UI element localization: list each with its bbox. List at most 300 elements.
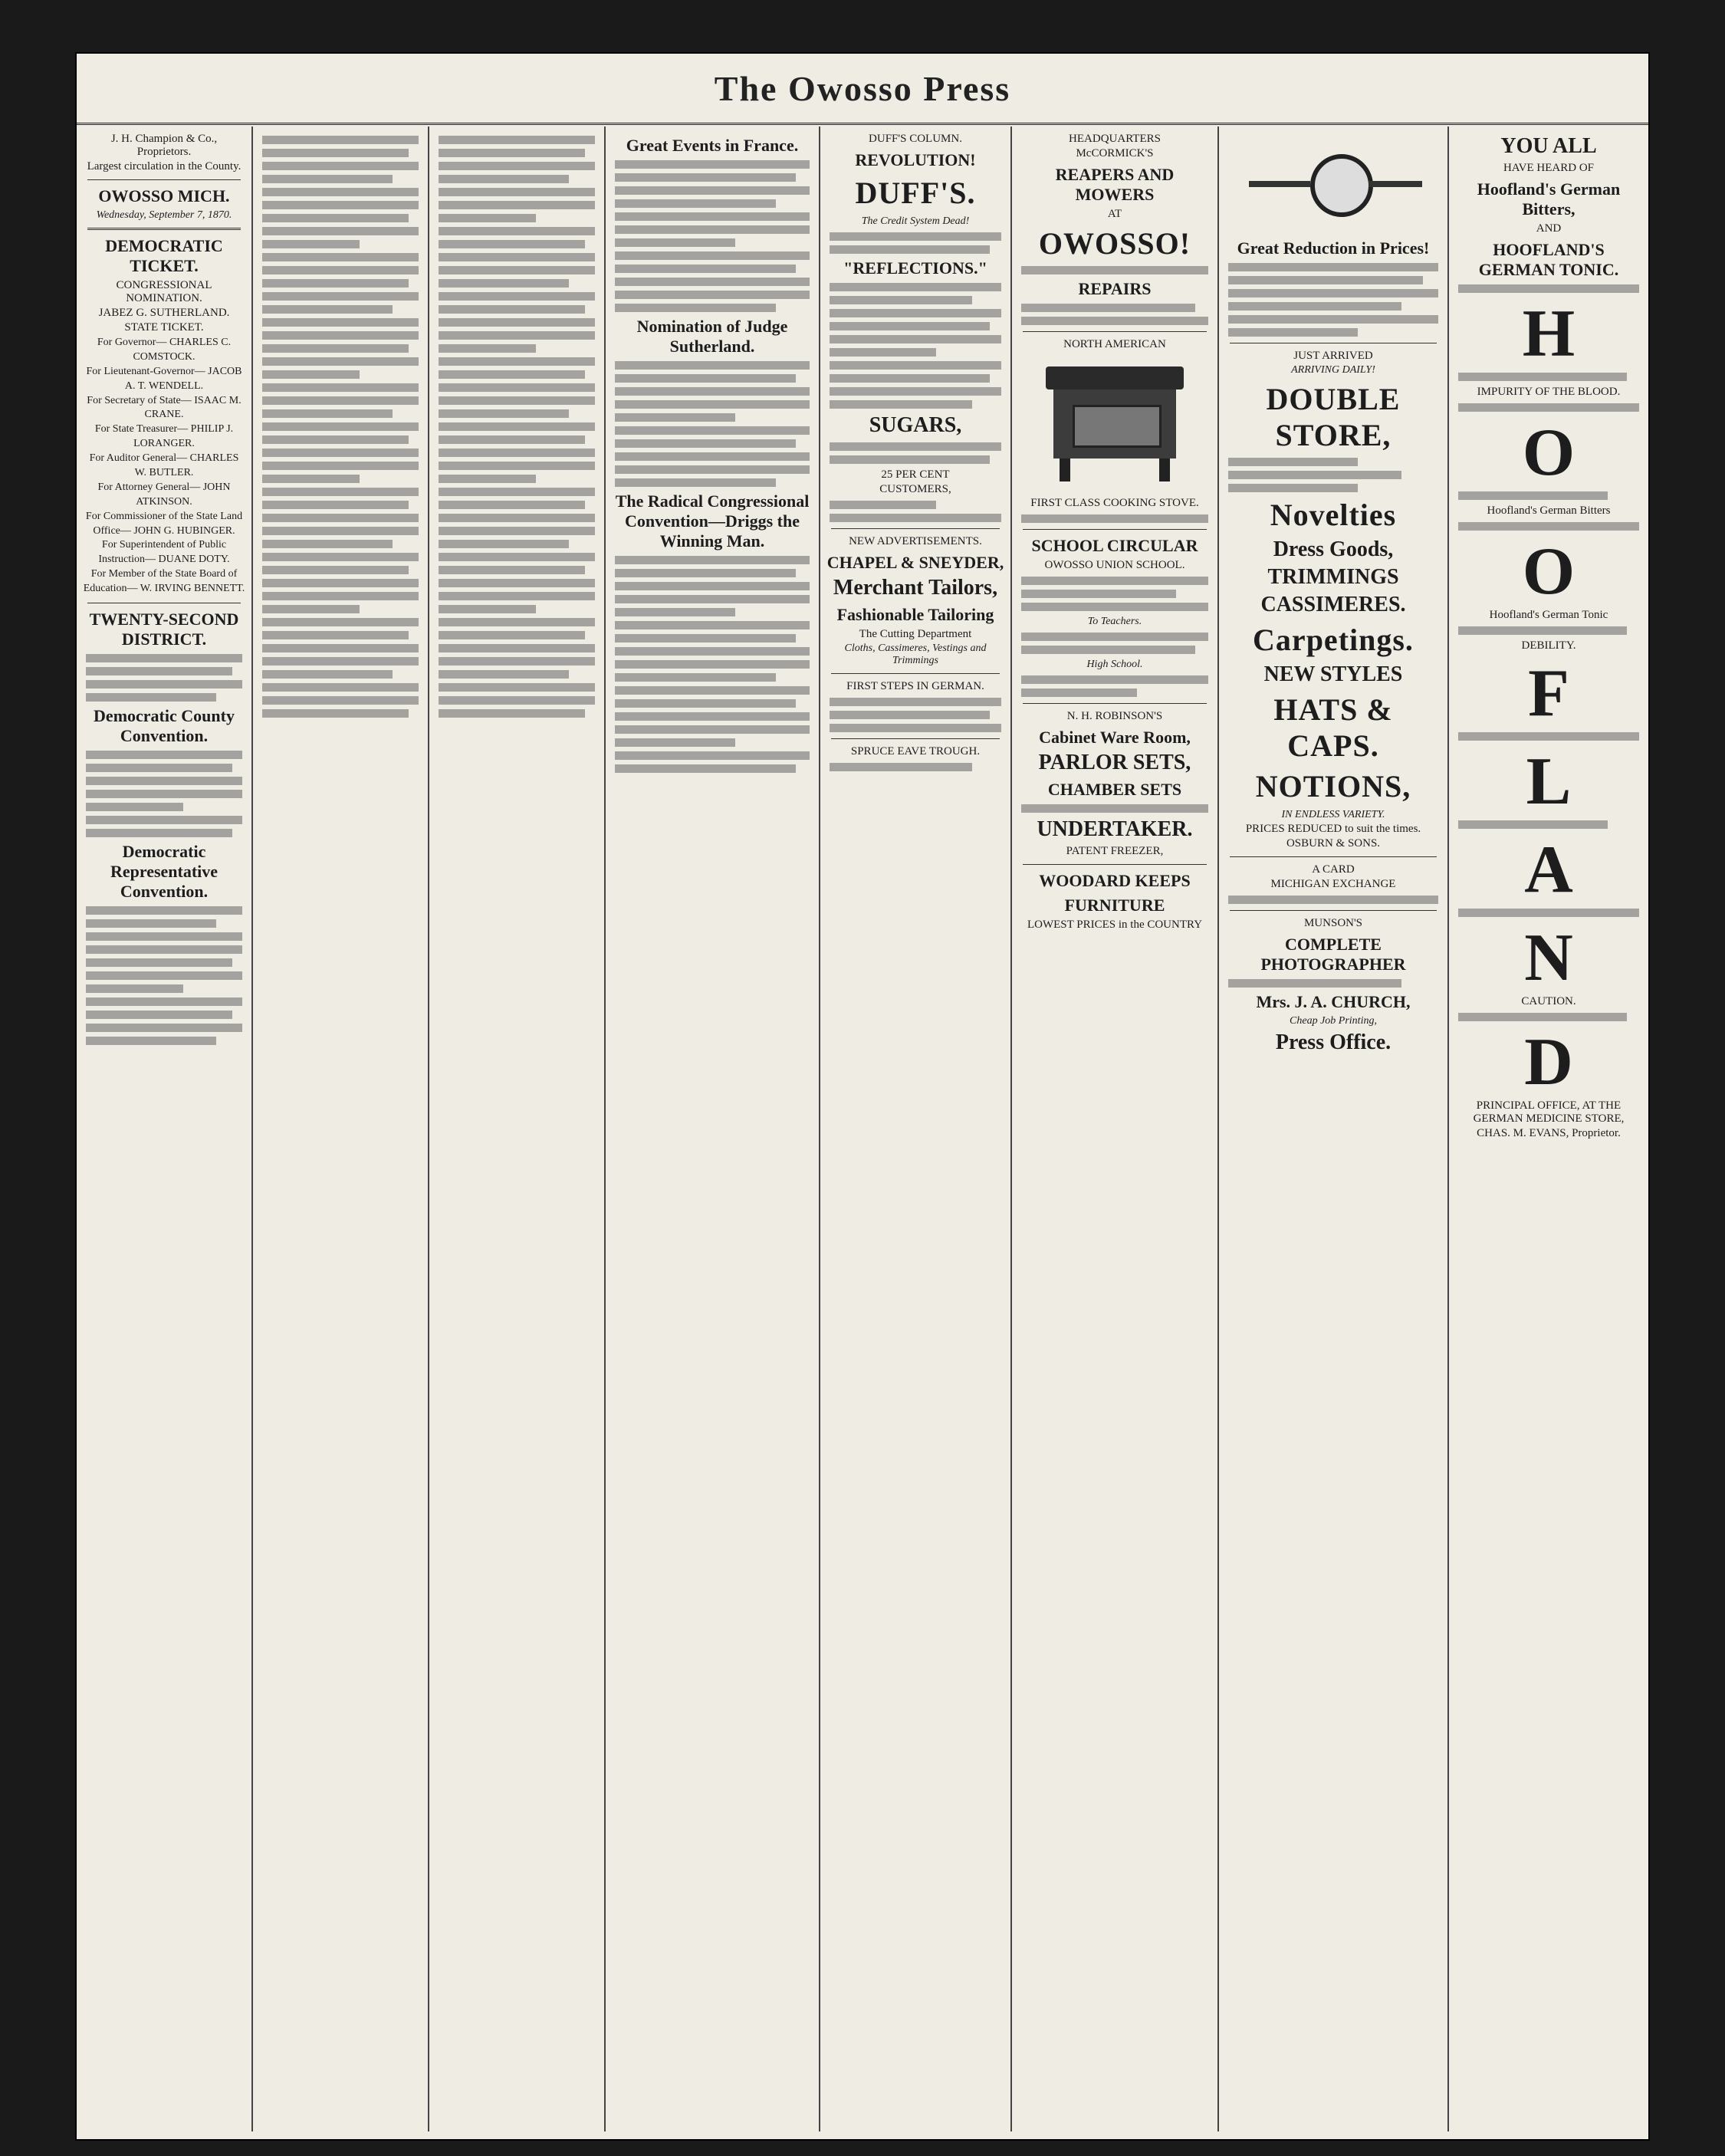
divider: [87, 228, 241, 230]
text-line: [86, 1037, 216, 1045]
text-line: [439, 618, 595, 626]
column-2: [253, 127, 429, 2131]
publishers: J. H. Champion & Co., Proprietors.: [110, 133, 218, 158]
text-line: [439, 527, 595, 535]
text-line: [615, 291, 810, 299]
text-line: [86, 803, 183, 811]
text-line: [439, 279, 569, 288]
prices-reduced: PRICES REDUCED to suit the times.: [1245, 823, 1421, 835]
watch-dial: [1310, 154, 1373, 217]
text-line: [830, 387, 1001, 396]
cabinet-ware: Cabinet Ware Room,: [1039, 728, 1191, 747]
nominee: For Lieutenant-Governor— JACOB A. T. WENDELL.: [86, 365, 242, 392]
text-line: [830, 245, 990, 254]
text-line: [1021, 646, 1195, 654]
patent-freezer: PATENT FREEZER,: [1066, 845, 1164, 857]
caution: CAUTION.: [1521, 995, 1576, 1007]
nominee: For Secretary of State— ISAAC M. CRANE.: [87, 394, 242, 421]
first-steps: FIRST STEPS IN GERMAN.: [846, 680, 984, 692]
text-line: [262, 279, 409, 288]
a-card: A CARD: [1312, 863, 1355, 876]
text-line: [262, 696, 419, 705]
text-line: [262, 618, 419, 626]
nominee: For Governor— CHARLES C. COMSTOCK.: [97, 337, 232, 363]
text-line: [262, 422, 419, 431]
trimmings: TRIMMINGS: [1267, 565, 1399, 589]
text-line: [1021, 804, 1208, 813]
credit-dead: The Credit System Dead!: [861, 215, 970, 227]
text-line: [1228, 289, 1438, 297]
text-line: [86, 829, 232, 837]
text-line: [262, 201, 419, 209]
text-line: [262, 357, 419, 366]
text-line: [439, 344, 536, 353]
text-line: [615, 387, 810, 396]
senatorial-heading: TWENTY-SECOND DISTRICT.: [89, 610, 239, 649]
divider: [1023, 529, 1207, 530]
text-line: [615, 173, 796, 182]
union-school: OWOSSO UNION SCHOOL.: [1044, 559, 1185, 571]
divider: [1023, 703, 1207, 704]
column-5: [820, 127, 1012, 2131]
date: Wednesday, September 7, 1870.: [96, 209, 232, 221]
text-line: [1228, 328, 1358, 337]
text-line: [615, 251, 810, 260]
text-line: [615, 595, 810, 603]
divider: [1230, 910, 1437, 911]
big-letter: F: [1528, 656, 1569, 731]
county-convention-heading: Democratic County Convention.: [94, 706, 235, 746]
text-line: [830, 335, 1001, 343]
nominee: For State Treasurer— PHILIP J. LORANGER.: [94, 423, 234, 450]
arriving-daily: ARRIVING DAILY!: [1291, 364, 1375, 376]
text-line: [615, 738, 735, 747]
text-line: [262, 540, 393, 548]
blood: IMPURITY OF THE BLOOD.: [1477, 386, 1621, 398]
text-line: [86, 1024, 242, 1032]
new-ads: NEW ADVERTISEMENTS.: [849, 535, 982, 547]
at-label: AT: [1107, 208, 1122, 220]
text-line: [830, 232, 1001, 241]
text-line: [262, 240, 360, 248]
text-line: [439, 540, 569, 548]
fashionable-tailoring: Fashionable Tailoring: [836, 605, 994, 624]
divider: [831, 528, 1000, 529]
text-line: [262, 579, 419, 587]
text-line: [439, 214, 536, 222]
text-line: [615, 582, 810, 590]
text-line: [262, 188, 419, 196]
watch-illustration: [1241, 139, 1425, 231]
press-office: Press Office.: [1275, 1030, 1392, 1054]
text-line: [830, 698, 1001, 706]
chamber-sets: CHAMBER SETS: [1047, 780, 1182, 799]
north-american: NORTH AMERICAN: [1063, 338, 1166, 350]
text-line: [439, 657, 595, 666]
text-line: [86, 816, 242, 824]
text-line: [439, 449, 595, 457]
circulation: Largest circulation in the County.: [87, 160, 242, 173]
text-line: [262, 292, 419, 301]
big-letter: O: [1522, 534, 1576, 609]
text-line: [615, 304, 776, 312]
text-line: [615, 238, 735, 247]
text-line: [1228, 896, 1438, 904]
text-line: [615, 374, 796, 383]
text-line: [262, 709, 409, 718]
text-line: [86, 693, 216, 702]
merchant-tailors: Merchant Tailors,: [833, 576, 998, 600]
text-line: [439, 357, 595, 366]
state-ticket: STATE TICKET.: [124, 321, 204, 334]
debility: DEBILITY.: [1521, 639, 1576, 652]
text-line: [615, 764, 796, 773]
congressional-name: JABEZ G. SUTHERLAND.: [98, 307, 230, 319]
text-line: [615, 265, 796, 273]
text-line: [86, 654, 242, 662]
divider: [87, 179, 241, 180]
text-line: [615, 465, 810, 474]
text-line: [1021, 689, 1137, 697]
text-line: [439, 188, 595, 196]
and-label: AND: [1536, 222, 1562, 235]
divider: [1230, 856, 1437, 857]
reduction: Great Reduction in Prices!: [1237, 238, 1430, 258]
text-line: [439, 331, 595, 340]
text-line: [615, 608, 735, 616]
text-line: [1458, 626, 1627, 635]
text-line: [262, 383, 419, 392]
text-line: [1228, 471, 1401, 479]
congressional-label: CONGRESSIONAL NOMINATION.: [116, 279, 212, 304]
text-line: [1228, 458, 1358, 466]
text-line: [439, 462, 595, 470]
nominee: For Member of the State Board of Education— W. IRVING BENNETT.: [83, 568, 245, 595]
text-line: [830, 296, 972, 304]
text-line: [262, 175, 393, 183]
you-all: YOU ALL: [1500, 134, 1597, 158]
text-line: [439, 566, 585, 574]
have-heard-of: HAVE HEARD OF: [1503, 162, 1595, 174]
text-line: [262, 214, 409, 222]
text-line: [439, 292, 595, 301]
text-line: [439, 514, 595, 522]
text-line: [86, 680, 242, 689]
mccormick: McCORMICK'S: [1076, 147, 1154, 159]
text-line: [439, 605, 536, 613]
munsons: MUNSON'S: [1303, 917, 1363, 929]
text-line: [439, 370, 585, 379]
text-line: [262, 527, 419, 535]
text-line: [1458, 732, 1639, 741]
text-line: [86, 984, 183, 993]
text-line: [1458, 1013, 1627, 1021]
text-line: [86, 1011, 232, 1019]
woodard: WOODARD KEEPS: [1039, 871, 1191, 890]
cassimeres: CASSIMERES.: [1260, 593, 1406, 616]
robinson: N. H. ROBINSON'S: [1066, 710, 1163, 722]
osburn: OSBURN & SONS.: [1286, 837, 1381, 850]
chain: [1249, 181, 1310, 187]
revolution: REVOLUTION!: [855, 150, 976, 169]
text-line: [439, 396, 595, 405]
text-line: [262, 409, 393, 418]
text-line: [439, 318, 595, 327]
undertaker: UNDERTAKER.: [1037, 817, 1193, 841]
text-line: [1021, 514, 1208, 523]
text-line: [86, 906, 242, 915]
customers: CUSTOMERS,: [879, 483, 951, 495]
text-line: [262, 514, 419, 522]
text-line: [262, 435, 409, 444]
text-line: [1021, 675, 1208, 684]
novelties: Novelties: [1270, 498, 1397, 532]
headquarters: HEADQUARTERS: [1069, 133, 1161, 145]
nominee: For Auditor General— CHARLES W. BUTLER.: [89, 452, 239, 479]
nomination-heading: Nomination of Judge Sutherland.: [636, 317, 788, 356]
text-line: [615, 186, 810, 195]
chain: [1368, 181, 1422, 187]
chapel-sneyder: CHAPEL & SNEYDER,: [826, 553, 1004, 572]
text-line: [1021, 577, 1208, 585]
text-line: [615, 361, 810, 370]
text-line: [615, 413, 735, 422]
text-line: [439, 305, 585, 314]
per-cent: 25 PER CENT: [881, 468, 950, 481]
lowest-prices: LOWEST PRICES in the COUNTRY: [1027, 919, 1203, 931]
notions: NOTIONS,: [1255, 769, 1411, 804]
text-line: [439, 266, 595, 274]
text-line: [615, 673, 776, 682]
text-line: [615, 400, 810, 409]
text-line: [262, 631, 409, 639]
text-line: [262, 253, 419, 261]
text-line: [262, 318, 419, 327]
text-line: [615, 569, 796, 577]
endless-variety: IN ENDLESS VARIETY.: [1281, 809, 1385, 820]
german-bitters: Hoofland's German Bitters: [1487, 504, 1611, 517]
furniture: FURNITURE: [1064, 896, 1165, 915]
text-line: [1228, 302, 1401, 311]
parlor-sets: PARLOR SETS,: [1038, 751, 1191, 774]
text-line: [1458, 522, 1639, 531]
divider: [1023, 864, 1207, 865]
text-line: [830, 322, 990, 330]
job-printing: Cheap Job Printing,: [1290, 1015, 1377, 1027]
text-line: [86, 777, 242, 785]
text-line: [830, 514, 1001, 522]
text-line: [1458, 820, 1608, 829]
newspaper-page: [77, 54, 1648, 2139]
text-line: [439, 696, 595, 705]
text-line: [1228, 484, 1358, 492]
text-line: [439, 501, 585, 509]
divider: [1023, 331, 1207, 332]
high-school: High School.: [1086, 659, 1143, 670]
text-line: [439, 631, 585, 639]
column-3: [429, 127, 606, 2131]
stove-leg: [1060, 458, 1070, 481]
text-line: [615, 225, 810, 234]
big-letter: A: [1524, 833, 1573, 907]
text-line: [1458, 373, 1627, 381]
big-letter: L: [1526, 744, 1572, 819]
stove-illustration: [1038, 359, 1191, 489]
text-line: [262, 162, 419, 170]
duff-column-label: DUFF'S COLUMN.: [869, 133, 962, 145]
michigan-exchange: MICHIGAN EXCHANGE: [1270, 878, 1396, 890]
nominee-list: [83, 336, 245, 597]
dateline: OWOSSO MICH.: [98, 186, 230, 205]
text-line: [262, 136, 419, 144]
text-line: [439, 409, 569, 418]
reapers: REAPERS AND MOWERS: [1055, 165, 1175, 204]
hats-caps: HATS & CAPS.: [1273, 692, 1393, 763]
text-line: [1458, 491, 1608, 500]
text-line: [830, 400, 972, 409]
text-line: [86, 971, 242, 980]
text-line: [439, 227, 595, 235]
text-line: [262, 227, 419, 235]
text-line: [439, 253, 595, 261]
duffs-heading: DUFF'S.: [855, 176, 976, 210]
text-line: [1228, 276, 1423, 284]
carpetings: Carpetings.: [1253, 623, 1414, 657]
text-line: [262, 462, 419, 470]
photographer: COMPLETE PHOTOGRAPHER: [1260, 935, 1406, 974]
text-line: [830, 283, 1001, 291]
divider: [831, 738, 1000, 739]
text-line: [830, 455, 990, 464]
text-line: [262, 475, 360, 483]
text-line: [1458, 403, 1639, 412]
stove-door: [1073, 405, 1162, 448]
text-line: [615, 647, 810, 656]
text-line: [830, 501, 936, 509]
text-line: [86, 932, 242, 941]
text-line: [1228, 315, 1438, 324]
double-store: DOUBLE STORE,: [1266, 382, 1401, 452]
rep-convention-heading: Democratic Representative Convention.: [110, 842, 219, 902]
text-line: [439, 435, 585, 444]
just-arrived: JUST ARRIVED: [1293, 350, 1373, 362]
text-line: [262, 266, 419, 274]
text-line: [86, 667, 232, 675]
text-line: [1021, 304, 1195, 312]
text-line: [439, 422, 595, 431]
paper-name: The Owosso Press: [714, 68, 1011, 108]
text-line: [439, 644, 595, 652]
convention-heading: The Radical Congressional Convention—Driggs the Winning Man.: [615, 491, 810, 551]
text-line: [615, 725, 810, 734]
column-4: [606, 127, 820, 2131]
text-line: [615, 712, 810, 721]
text-line: [1228, 263, 1438, 271]
text-line: [439, 488, 595, 496]
big-letter: H: [1522, 297, 1576, 371]
text-line: [262, 501, 409, 509]
text-line: [262, 592, 419, 600]
column-8: [1449, 127, 1648, 2131]
church: Mrs. J. A. CHURCH,: [1256, 992, 1411, 1011]
cutting-department: The Cutting Department: [859, 628, 972, 640]
owosso-heading: OWOSSO!: [1038, 226, 1191, 261]
text-line: [86, 958, 232, 967]
bitters: Hoofland's German Bitters,: [1477, 179, 1621, 219]
text-line: [262, 644, 419, 652]
text-line: [615, 556, 810, 564]
to-teachers: To Teachers.: [1087, 616, 1142, 627]
text-line: [439, 136, 595, 144]
text-line: [615, 160, 810, 169]
big-letter: D: [1524, 1025, 1573, 1099]
text-line: [86, 790, 242, 798]
text-line: [262, 370, 360, 379]
text-line: [439, 475, 536, 483]
cloths: Cloths, Cassimeres, Vestings and Trimmings: [844, 643, 987, 666]
text-line: [262, 488, 419, 496]
ticket-heading: DEMOCRATIC TICKET.: [105, 236, 223, 275]
text-line: [830, 309, 1001, 317]
text-line: [439, 383, 595, 392]
text-line: [439, 683, 595, 692]
text-line: [615, 751, 810, 760]
text-line: [86, 945, 242, 954]
big-letter: N: [1524, 921, 1573, 995]
text-line: [615, 452, 810, 461]
text-line: [1021, 317, 1208, 325]
text-line: [1458, 284, 1639, 293]
text-line: [1021, 603, 1208, 611]
big-letter: O: [1522, 416, 1576, 490]
text-line: [439, 162, 595, 170]
text-line: [439, 201, 595, 209]
text-line: [615, 699, 796, 708]
sugars-heading: SUGARS,: [869, 413, 962, 437]
text-line: [615, 686, 810, 695]
text-line: [262, 396, 419, 405]
tonic: HOOFLAND'S GERMAN TONIC.: [1478, 240, 1619, 279]
text-line: [830, 724, 1001, 732]
nominee: For Commissioner of the State Land Office— JOHN G. HUBINGER.: [85, 510, 243, 537]
divider: [831, 673, 1000, 674]
text-line: [1021, 590, 1176, 598]
first-class-stove: FIRST CLASS COOKING STOVE.: [1030, 497, 1199, 509]
text-line: [439, 553, 595, 561]
text-line: [262, 149, 409, 157]
text-line: [830, 711, 990, 719]
principal-office: PRINCIPAL OFFICE, AT THE GERMAN MEDICINE STORE,: [1473, 1099, 1625, 1125]
text-line: [262, 305, 393, 314]
text-line: [262, 566, 409, 574]
text-line: [262, 553, 419, 561]
school-circular: SCHOOL CIRCULAR: [1031, 536, 1198, 555]
german-tonic: Hoofland's German Tonic: [1489, 609, 1608, 621]
text-line: [830, 361, 1001, 370]
text-line: [86, 997, 242, 1006]
text-line: [1228, 979, 1401, 988]
text-line: [615, 621, 810, 629]
stove-top: [1046, 366, 1184, 389]
text-line: [615, 660, 810, 669]
spruce-eave: SPRUCE EAVE TROUGH.: [850, 745, 981, 758]
text-line: [615, 426, 810, 435]
column-6: [1012, 127, 1219, 2131]
text-line: [615, 634, 796, 643]
text-line: [830, 374, 990, 383]
text-line: [86, 751, 242, 759]
text-line: [262, 670, 393, 679]
